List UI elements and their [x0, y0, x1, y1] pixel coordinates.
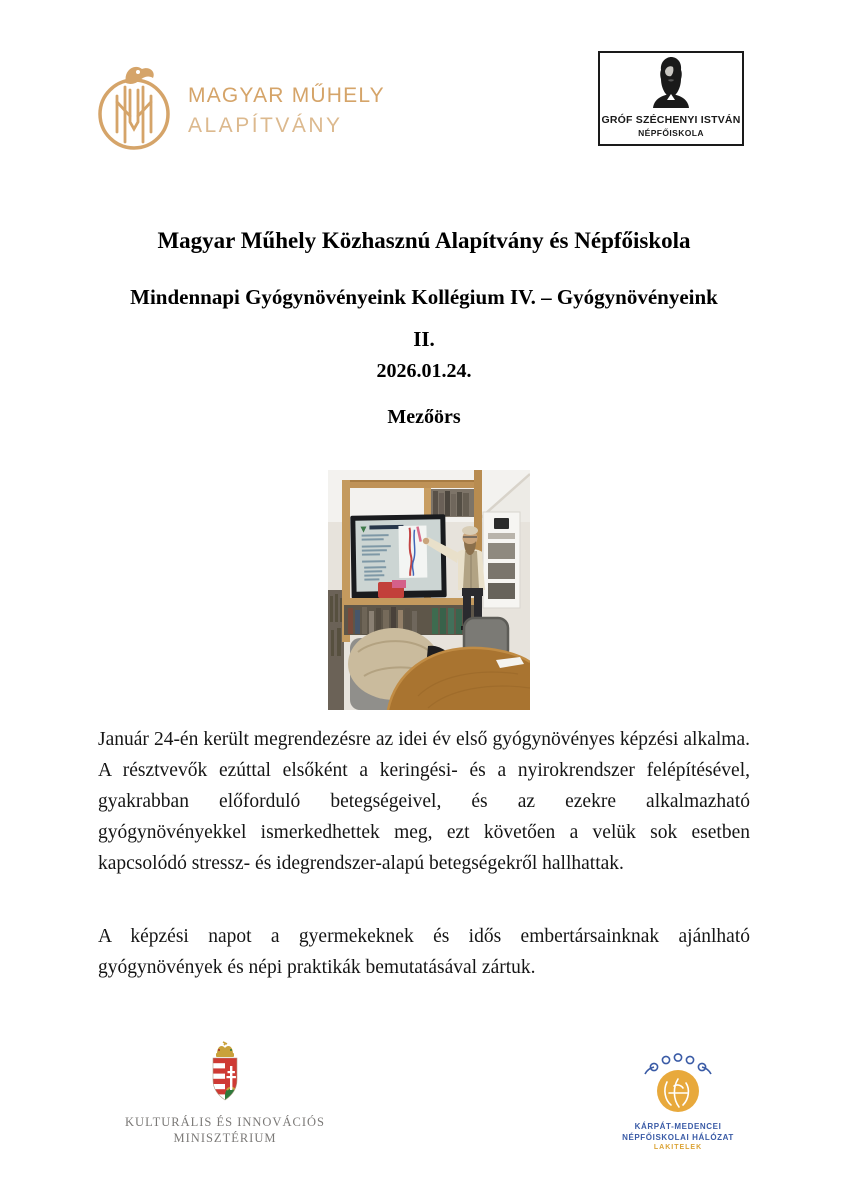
szechenyi-nepfoiskola-logo — [598, 51, 744, 146]
event-location: Mezőörs — [387, 406, 461, 428]
event-date: 2026.01.24. — [376, 360, 472, 382]
report-body — [98, 724, 750, 983]
training-photo-illustration — [328, 470, 530, 710]
magyar-muhely-name: MAGYAR MŰHELY — [188, 84, 385, 107]
magyar-muhely-subname: ALAPÍTVÁNY — [188, 114, 343, 137]
network-name-line2: NÉPFŐISKOLAI HÁLÓZAT — [622, 1133, 734, 1142]
folk-art-emblem-icon — [630, 1052, 726, 1114]
hungarian-coat-of-arms-icon — [205, 1038, 245, 1106]
ministry-name-line1: KULTURÁLIS ÉS INNOVÁCIÓS — [125, 1115, 325, 1129]
szechenyi-subname: NÉPFŐISKOLA — [638, 128, 704, 138]
page-subtitle-line2: II. — [413, 327, 435, 352]
magyar-muhely-bird-icon — [96, 60, 172, 152]
training-photo — [328, 470, 530, 710]
network-name-line1: KÁRPÁT-MEDENCEI — [634, 1122, 722, 1131]
magyar-muhely-logo — [96, 56, 386, 156]
szechenyi-portrait-icon — [644, 56, 698, 108]
szechenyi-name: GRÓF SZÉCHENYI ISTVÁN — [601, 114, 741, 126]
page-subtitle-line1: Mindennapi Gyógynövényeink Kollégium IV. – Gyógynövényeink — [130, 285, 718, 310]
report-paragraph-2: A képzési napot a gyermekeknek és idős embertársainknak ajánlható gyógynövények és népi praktikák bemutatásával zártuk. — [98, 926, 750, 978]
report-paragraph-1: Január 24-én került megrendezésre az idei év első gyógynövényes képzési alkalma. A résztvevők ezúttal elsőként a keringési- és a nyirokrendszer felépítésével, gyakrabban előforduló betegségeivel, és az ezekre alkalmazható gyógynövényekkel ismerkedhettek meg, ezt követően a velük sok esetben kapcsolódó stressz- és idegrendszer-alapú betegségekről hallhattak. — [98, 729, 750, 874]
page-title: Magyar Műhely Közhasznú Alapítvány és Népfőiskola — [157, 228, 691, 254]
network-name-line3: LAKITELEK — [653, 1144, 703, 1151]
ministry-name-line2: MINISZTÉRIUM — [173, 1131, 277, 1145]
ministry-logo — [110, 1038, 340, 1146]
magyar-muhely-logo-text — [188, 84, 385, 138]
nepfoiskolai-halozat-logo — [592, 1052, 764, 1151]
